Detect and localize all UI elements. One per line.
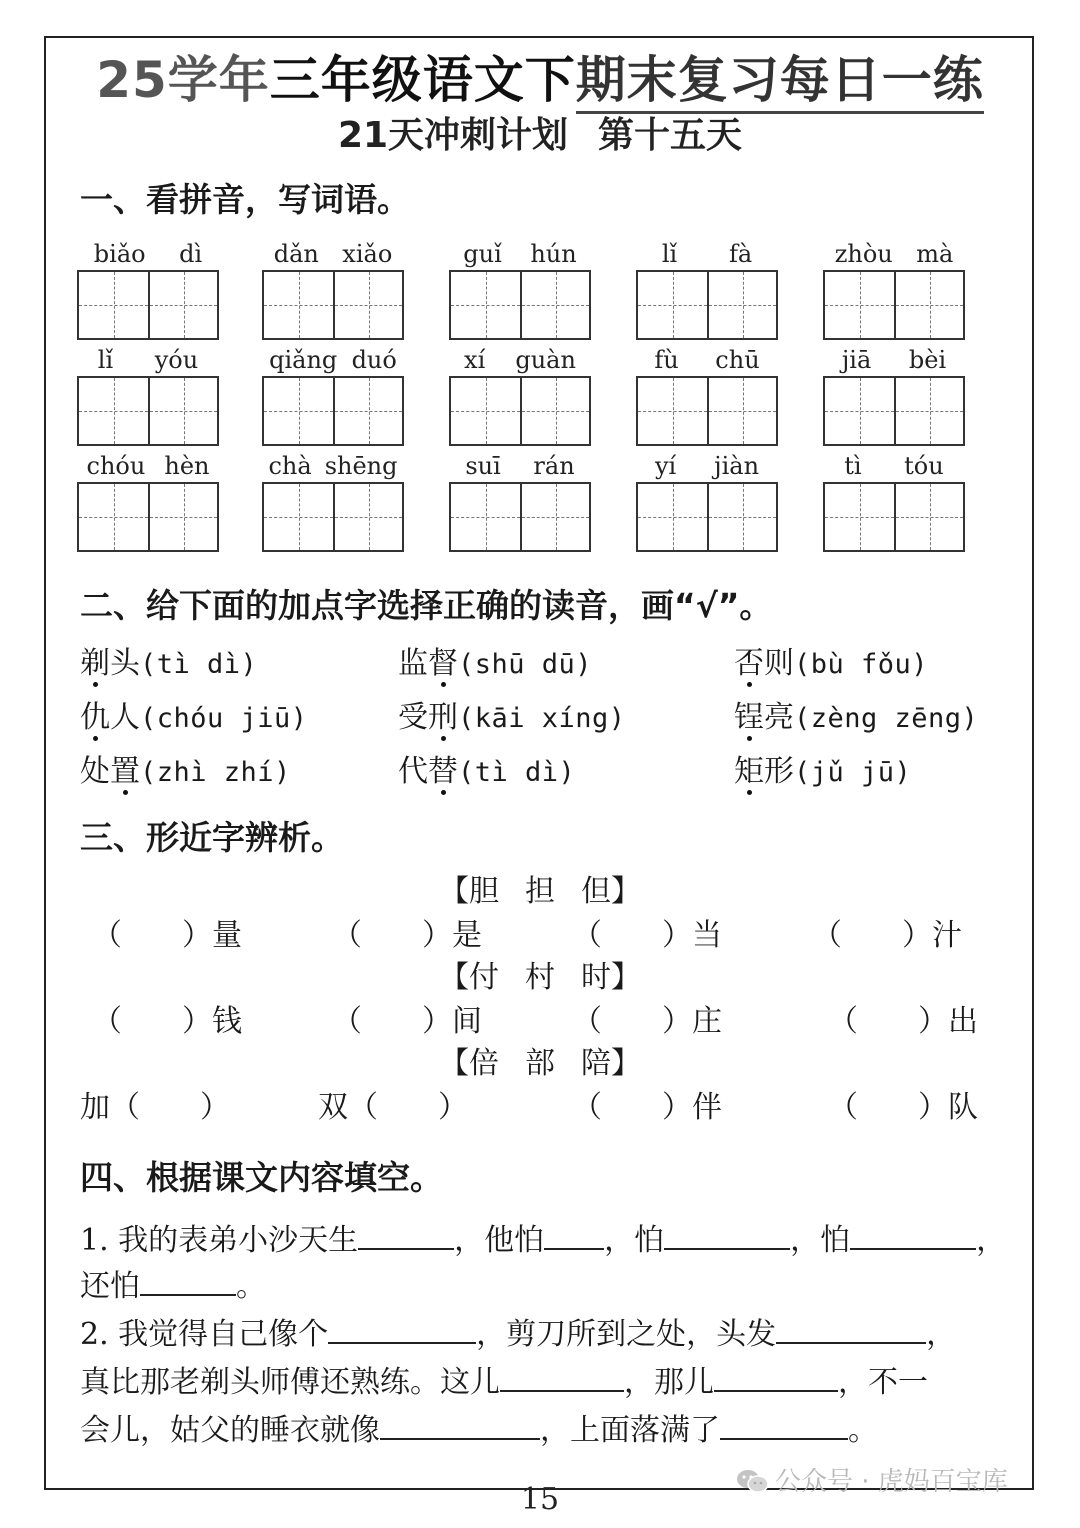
q2-line3 — [80, 1408, 878, 1453]
writing-grid — [262, 376, 404, 446]
choice-item — [398, 644, 592, 685]
writing-box[interactable] — [520, 484, 589, 550]
dotted-char: 督 — [428, 646, 458, 681]
writing-box[interactable] — [451, 272, 520, 338]
pinyin-syllable: biǎo — [93, 240, 146, 268]
writing-grid — [449, 376, 591, 446]
writing-grid — [449, 270, 591, 340]
fill-blank[interactable]: （ ）间 — [332, 1004, 482, 1039]
q2-text: 真比那老剃头师傅还熟练。这儿 — [80, 1365, 500, 1400]
pinyin-options[interactable]: (shū dū) — [458, 649, 593, 680]
pinyin-options[interactable]: (zèng zēng) — [794, 703, 979, 734]
pinyin-syllable: chà — [268, 452, 312, 480]
pinyin-syllable: chū — [715, 346, 760, 374]
pinyin-label — [823, 238, 965, 270]
section1-heading: 一、看拼音，写词语。 — [80, 180, 410, 219]
pinyin-word-item — [823, 344, 965, 446]
char-group-1 — [0, 872, 1080, 912]
fill-blank[interactable]: （ ）伴 — [572, 1090, 722, 1125]
pinyin-syllable: xiǎo — [342, 240, 393, 268]
char: 则 — [764, 646, 794, 681]
pinyin-label — [77, 238, 219, 270]
pinyin-label — [636, 450, 778, 482]
char: 人 — [110, 700, 140, 735]
dotted-char: 仇 — [80, 700, 110, 735]
pinyin-word-item — [449, 344, 591, 446]
watermark-text: 公众号 · 虎妈百宝库 — [775, 1467, 1008, 1497]
group-char: 但】 — [581, 874, 641, 909]
pinyin-options[interactable]: (bù fǒu) — [794, 649, 929, 680]
answer-blank[interactable] — [140, 1264, 236, 1296]
pinyin-syllable: tóu — [904, 452, 944, 480]
pinyin-syllable: chóu — [86, 452, 146, 480]
writing-box[interactable] — [825, 378, 894, 444]
pinyin-label — [449, 238, 591, 270]
choice-item — [734, 698, 978, 739]
pinyin-syllable: zhòu — [834, 240, 893, 268]
fill-blank[interactable]: （ ）当 — [572, 918, 722, 953]
char: 形 — [764, 754, 794, 789]
pinyin-syllable: mà — [916, 240, 954, 268]
q1-line2 — [80, 1264, 266, 1309]
pinyin-word-item — [636, 450, 778, 552]
q2-text: ， — [926, 1317, 957, 1352]
writing-grid — [262, 482, 404, 552]
fill-blank[interactable]: （ ）钱 — [92, 1004, 242, 1039]
answer-blank[interactable] — [850, 1218, 976, 1250]
q2-text: ，剪刀所到之处，头发 — [476, 1317, 777, 1352]
q2-text: ，那儿 — [624, 1365, 714, 1400]
writing-box[interactable] — [264, 378, 333, 444]
choice-item — [80, 698, 308, 739]
pinyin-word-item — [77, 344, 219, 446]
pinyin-syllable: fà — [728, 240, 753, 268]
writing-box[interactable] — [148, 378, 217, 444]
writing-box[interactable] — [638, 484, 707, 550]
pinyin-syllable: suī — [465, 452, 501, 480]
dotted-char: 否 — [734, 646, 764, 681]
watermark — [735, 1462, 1008, 1502]
char: 受 — [398, 700, 428, 735]
pinyin-syllable: qiǎng — [269, 346, 338, 374]
pinyin-label — [636, 344, 778, 376]
fill-blank[interactable]: 双（ ） — [318, 1090, 468, 1125]
pinyin-syllable: lǐ — [661, 240, 678, 268]
fill-blank[interactable]: （ ）庄 — [572, 1004, 722, 1039]
q2-line2 — [80, 1360, 928, 1405]
writing-grid — [77, 482, 219, 552]
pinyin-syllable: fù — [654, 346, 679, 374]
writing-grid — [823, 482, 965, 552]
q1-text: ，怕 — [790, 1223, 851, 1258]
group-char: 【付 — [439, 960, 499, 995]
pinyin-syllable: jiàn — [714, 452, 760, 480]
pinyin-label — [262, 450, 404, 482]
subtitle-day: 第十五天 — [598, 115, 743, 156]
section3-heading: 三、形近字辨析。 — [80, 818, 344, 857]
q1-text: ，他怕 — [454, 1223, 545, 1258]
q1-text: 。 — [236, 1269, 266, 1304]
pinyin-word-item — [823, 238, 965, 340]
group-char: 【胆 — [439, 874, 499, 909]
writing-box[interactable] — [264, 484, 333, 550]
pinyin-options[interactable]: (kāi xíng) — [458, 703, 626, 734]
writing-box[interactable] — [148, 272, 217, 338]
q2-text: ，上面落满了 — [540, 1413, 720, 1448]
writing-box[interactable] — [638, 272, 707, 338]
title-year: 25学年 — [96, 51, 270, 109]
answer-blank[interactable] — [328, 1312, 476, 1344]
char: 监 — [398, 646, 428, 681]
page-number: 15 — [520, 1482, 560, 1517]
dotted-char: 置 — [110, 754, 140, 789]
dotted-char: 锃 — [734, 700, 764, 735]
answer-blank[interactable] — [358, 1218, 454, 1250]
answer-blank[interactable] — [380, 1408, 540, 1440]
answer-blank[interactable] — [500, 1360, 624, 1392]
writing-box[interactable] — [520, 272, 589, 338]
dotted-char: 剃 — [80, 646, 110, 681]
writing-grid — [449, 482, 591, 552]
writing-box[interactable] — [264, 272, 333, 338]
char: 代 — [398, 754, 428, 789]
section4-heading: 四、根据课文内容填空。 — [80, 1158, 443, 1197]
writing-box[interactable] — [707, 272, 776, 338]
section2-heading: 二、给下面的加点字选择正确的读音，画“√”。 — [80, 586, 773, 625]
char: 处 — [80, 754, 110, 789]
writing-box[interactable] — [451, 378, 520, 444]
fill-blank[interactable]: 加（ ） — [80, 1090, 230, 1125]
writing-box[interactable] — [520, 378, 589, 444]
group-char: 村 — [525, 960, 555, 995]
pinyin-syllable: bèi — [908, 346, 947, 374]
pinyin-syllable: hèn — [164, 452, 210, 480]
pinyin-label — [449, 344, 591, 376]
q2-line1 — [80, 1312, 956, 1357]
fill-blank[interactable]: （ ）量 — [92, 918, 242, 953]
pinyin-word-item — [636, 344, 778, 446]
answer-blank[interactable] — [544, 1218, 604, 1250]
q2-text: 2. 我觉得自己像个 — [80, 1317, 329, 1352]
writing-box[interactable] — [638, 378, 707, 444]
subtitle-plan: 21天冲刺计划 — [337, 115, 569, 156]
pinyin-syllable: hún — [530, 240, 577, 268]
writing-box[interactable] — [79, 378, 148, 444]
writing-box[interactable] — [451, 484, 520, 550]
choice-item — [734, 752, 911, 793]
group-char: 【倍 — [439, 1046, 499, 1081]
q1-line1 — [80, 1218, 1006, 1263]
writing-grid — [636, 376, 778, 446]
q1-text: ， — [976, 1223, 1007, 1258]
pinyin-options[interactable]: (tì dì) — [140, 649, 258, 680]
pinyin-syllable: tì — [844, 452, 862, 480]
writing-grid — [636, 270, 778, 340]
char-group-2 — [0, 958, 1080, 998]
writing-box[interactable] — [825, 272, 894, 338]
answer-blank[interactable] — [664, 1218, 790, 1250]
writing-box[interactable] — [333, 272, 402, 338]
q1-text: 还怕 — [80, 1269, 140, 1304]
pinyin-label — [262, 344, 404, 376]
writing-box[interactable] — [148, 484, 217, 550]
char: 亮 — [764, 700, 794, 735]
dotted-char: 矩 — [734, 754, 764, 789]
title-practice: 期末复习每日一练 — [576, 51, 984, 114]
page-title — [0, 48, 1080, 112]
pinyin-label — [77, 450, 219, 482]
writing-grid — [823, 270, 965, 340]
page-subtitle — [0, 112, 1080, 160]
choice-item — [398, 698, 626, 739]
pinyin-label — [262, 238, 404, 270]
choice-item — [80, 752, 291, 793]
writing-box[interactable] — [79, 484, 148, 550]
writing-box[interactable] — [79, 272, 148, 338]
pinyin-syllable: yí — [654, 452, 677, 480]
char-group-3 — [0, 1044, 1080, 1084]
pinyin-syllable: rán — [533, 452, 575, 480]
pinyin-word-item — [262, 344, 404, 446]
pinyin-word-item — [262, 450, 404, 552]
pinyin-syllable: guǐ — [463, 240, 502, 268]
pinyin-word-item — [77, 238, 219, 340]
pinyin-syllable: dì — [179, 240, 203, 268]
pinyin-word-item — [262, 238, 404, 340]
answer-blank[interactable] — [720, 1408, 848, 1440]
group-char: 担 — [525, 874, 555, 909]
q1-text: 1. 我的表弟小沙天生 — [80, 1223, 359, 1258]
fill-blank[interactable]: （ ）出 — [828, 1004, 978, 1039]
writing-box[interactable] — [894, 484, 963, 550]
char: 头 — [110, 646, 140, 681]
pinyin-syllable: shēng — [324, 452, 398, 480]
writing-box[interactable] — [707, 484, 776, 550]
fill-blank[interactable]: （ ）是 — [332, 918, 482, 953]
pinyin-syllable: jiā — [841, 346, 872, 374]
pinyin-syllable: xí — [464, 346, 486, 374]
answer-blank[interactable] — [776, 1312, 926, 1344]
writing-grid — [262, 270, 404, 340]
pinyin-word-item — [449, 450, 591, 552]
dotted-char: 刑 — [428, 700, 458, 735]
q2-text: ，不一 — [838, 1365, 928, 1400]
writing-box[interactable] — [894, 378, 963, 444]
pinyin-word-item — [77, 450, 219, 552]
group-char: 时】 — [581, 960, 641, 995]
writing-box[interactable] — [825, 484, 894, 550]
pinyin-label — [449, 450, 591, 482]
pinyin-options[interactable]: (jǔ jū) — [794, 757, 912, 788]
writing-box[interactable] — [707, 378, 776, 444]
answer-blank[interactable] — [714, 1360, 838, 1392]
fill-blank[interactable]: （ ）汁 — [812, 918, 962, 953]
pinyin-label — [77, 344, 219, 376]
writing-grid — [77, 376, 219, 446]
writing-box[interactable] — [333, 378, 402, 444]
writing-grid — [77, 270, 219, 340]
pinyin-word-item — [449, 238, 591, 340]
choice-item — [734, 644, 928, 685]
choice-item — [398, 752, 575, 793]
writing-grid — [823, 376, 965, 446]
dotted-char: 替 — [428, 754, 458, 789]
writing-grid — [636, 482, 778, 552]
choice-item — [80, 644, 257, 685]
fill-blank[interactable]: （ ）队 — [828, 1090, 978, 1125]
group-char: 部 — [525, 1046, 555, 1081]
pinyin-syllable: yóu — [154, 346, 199, 374]
pinyin-syllable: dǎn — [273, 240, 319, 268]
pinyin-options[interactable]: (zhì zhí) — [140, 757, 291, 788]
pinyin-label — [823, 450, 965, 482]
pinyin-options[interactable]: (chóu jiū) — [140, 703, 308, 734]
pinyin-label — [636, 238, 778, 270]
group-char: 陪】 — [581, 1046, 641, 1081]
title-grade: 三年级语文下 — [269, 51, 576, 109]
pinyin-syllable: duó — [351, 346, 397, 374]
pinyin-word-item — [636, 238, 778, 340]
writing-box[interactable] — [894, 272, 963, 338]
pinyin-options[interactable]: (tì dì) — [458, 757, 576, 788]
pinyin-label — [823, 344, 965, 376]
q2-text: 会儿，姑父的睡衣就像 — [80, 1413, 380, 1448]
wechat-icon — [735, 1468, 769, 1494]
writing-box[interactable] — [333, 484, 402, 550]
pinyin-word-item — [823, 450, 965, 552]
pinyin-syllable: guàn — [515, 346, 576, 374]
q2-text: 。 — [848, 1413, 878, 1448]
q1-text: ，怕 — [604, 1223, 665, 1258]
pinyin-syllable: lǐ — [97, 346, 114, 374]
